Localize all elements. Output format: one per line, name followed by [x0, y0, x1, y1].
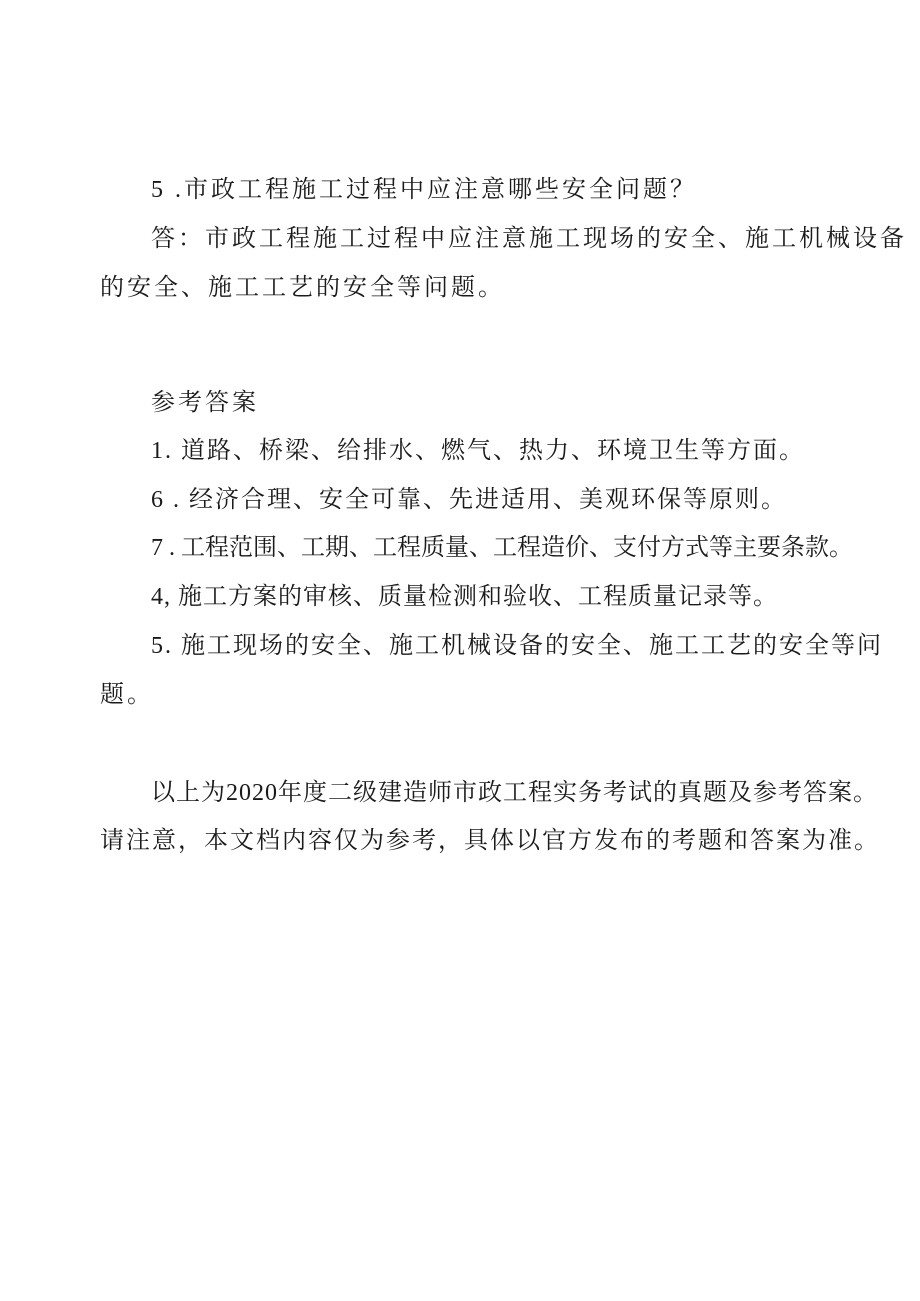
reference-item: 4, 施工方案的审核、质量检测和验收、工程质量记录等。 [151, 584, 778, 610]
closing-line: 请注意，本文档内容仅为参考，具体以官方发布的考题和答案为准。 [100, 828, 880, 854]
question-title: 5 .市政工程施工过程中应注意哪些安全问题？ [151, 177, 697, 203]
reference-item-continued: 题。 [100, 682, 154, 708]
reference-item: 1. 道路、桥梁、给排水、燃气、热力、环境卫生等方面。 [151, 438, 805, 464]
reference-item: 6 . 经济合理、安全可靠、先进适用、美观环保等原则。 [151, 487, 787, 513]
reference-heading: 参考答案 [151, 390, 259, 416]
answer-line: 答：市政工程施工过程中应注意施工现场的安全、施工机械设备 [151, 226, 907, 252]
reference-item: 7 . 工程范围、工期、工程质量、工程造价、支付方式等主要条款。 [151, 535, 853, 561]
answer-line: 的安全、施工工艺的安全等问题。 [100, 275, 505, 301]
closing-line: 以上为2020年度二级建造师市政工程实务考试的真题及参考答案。 [151, 780, 878, 806]
reference-item: 5. 施工现场的安全、施工机械设备的安全、施工工艺的安全等问 [151, 633, 883, 659]
